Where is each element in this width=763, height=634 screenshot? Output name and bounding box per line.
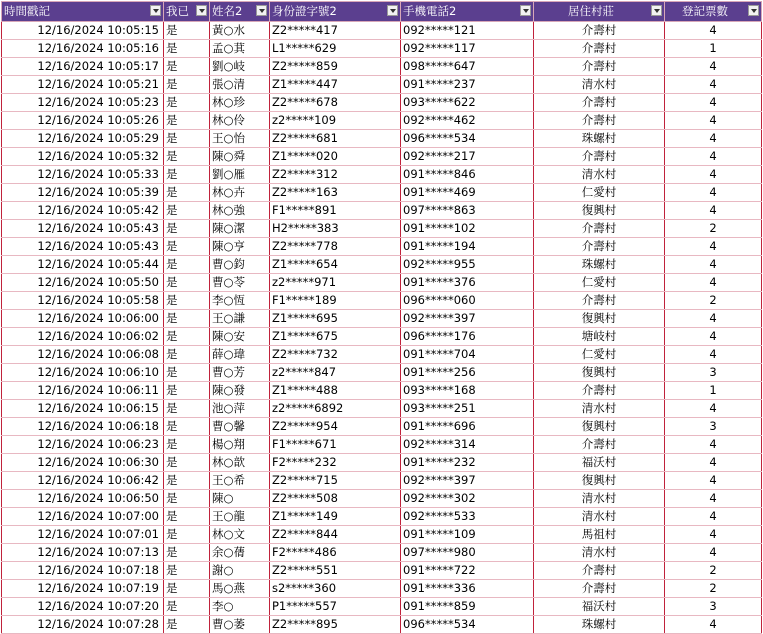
cell-id-number[interactable]: Z2*****859 xyxy=(270,58,401,76)
cell-confirmed[interactable]: 是 xyxy=(164,220,210,238)
cell-timestamp[interactable]: 12/16/2024 10:05:17 xyxy=(2,58,164,76)
table-row xyxy=(2,508,762,526)
cell-votes[interactable]: 4 xyxy=(665,184,762,202)
table-body xyxy=(2,22,762,634)
cell-name[interactable]: 李○ xyxy=(210,598,270,616)
cell-mobile[interactable]: 093*****251 xyxy=(401,400,534,418)
cell-village[interactable]: 介壽村 xyxy=(534,40,665,58)
cell-village[interactable]: 清水村 xyxy=(534,490,665,508)
cell-timestamp[interactable]: 12/16/2024 10:05:26 xyxy=(2,112,164,130)
cell-timestamp[interactable]: 12/16/2024 10:06:11 xyxy=(2,382,164,400)
cell-confirmed[interactable]: 是 xyxy=(164,508,210,526)
cell-village[interactable]: 介壽村 xyxy=(534,220,665,238)
cell-votes[interactable]: 4 xyxy=(665,22,762,40)
cell-mobile[interactable]: 097*****863 xyxy=(401,202,534,220)
cell-timestamp[interactable]: 12/16/2024 10:05:29 xyxy=(2,130,164,148)
cell-timestamp[interactable]: 12/16/2024 10:05:15 xyxy=(2,22,164,40)
column-header-mobile[interactable] xyxy=(401,2,534,22)
cell-confirmed[interactable]: 是 xyxy=(164,76,210,94)
cell-name[interactable]: 曹○芳 xyxy=(210,364,270,382)
cell-timestamp[interactable]: 12/16/2024 10:05:50 xyxy=(2,274,164,292)
cell-confirmed[interactable]: 是 xyxy=(164,616,210,634)
cell-mobile[interactable]: 093*****622 xyxy=(401,94,534,112)
cell-village[interactable]: 清水村 xyxy=(534,76,665,94)
cell-timestamp[interactable]: 12/16/2024 10:05:43 xyxy=(2,238,164,256)
cell-name[interactable]: 楊○翔 xyxy=(210,436,270,454)
cell-timestamp[interactable]: 12/16/2024 10:07:00 xyxy=(2,508,164,526)
cell-name[interactable]: 陳○ xyxy=(210,490,270,508)
table-row xyxy=(2,130,762,148)
cell-village[interactable]: 介壽村 xyxy=(534,292,665,310)
cell-village[interactable]: 介壽村 xyxy=(534,580,665,598)
table-row xyxy=(2,58,762,76)
cell-timestamp[interactable]: 12/16/2024 10:05:16 xyxy=(2,40,164,58)
table-row xyxy=(2,328,762,346)
cell-votes[interactable]: 4 xyxy=(665,76,762,94)
cell-id-number[interactable]: Z2*****954 xyxy=(270,418,401,436)
column-header-label: 居住村莊 xyxy=(568,4,614,18)
table-row xyxy=(2,310,762,328)
cell-name[interactable]: 林○文 xyxy=(210,526,270,544)
cell-mobile[interactable]: 092*****117 xyxy=(401,40,534,58)
filter-dropdown-icon[interactable] xyxy=(387,5,398,16)
cell-name[interactable]: 林○強 xyxy=(210,202,270,220)
cell-timestamp[interactable]: 12/16/2024 10:06:30 xyxy=(2,454,164,472)
table-row xyxy=(2,400,762,418)
cell-confirmed[interactable]: 是 xyxy=(164,346,210,364)
cell-votes[interactable]: 1 xyxy=(665,382,762,400)
cell-timestamp[interactable]: 12/16/2024 10:05:21 xyxy=(2,76,164,94)
cell-mobile[interactable]: 096*****534 xyxy=(401,130,534,148)
cell-confirmed[interactable]: 是 xyxy=(164,94,210,112)
cell-mobile[interactable]: 091*****704 xyxy=(401,346,534,364)
cell-confirmed[interactable]: 是 xyxy=(164,40,210,58)
table-row xyxy=(2,40,762,58)
cell-id-number[interactable]: Z1*****149 xyxy=(270,508,401,526)
cell-timestamp[interactable]: 12/16/2024 10:06:00 xyxy=(2,310,164,328)
cell-confirmed[interactable]: 是 xyxy=(164,562,210,580)
cell-votes[interactable]: 4 xyxy=(665,310,762,328)
cell-name[interactable]: 林○歆 xyxy=(210,454,270,472)
cell-votes[interactable]: 4 xyxy=(665,166,762,184)
cell-votes[interactable]: 4 xyxy=(665,616,762,634)
cell-timestamp[interactable]: 12/16/2024 10:06:42 xyxy=(2,472,164,490)
cell-votes[interactable]: 3 xyxy=(665,364,762,382)
cell-confirmed[interactable]: 是 xyxy=(164,490,210,508)
table-row xyxy=(2,112,762,130)
cell-timestamp[interactable]: 12/16/2024 10:06:50 xyxy=(2,490,164,508)
cell-confirmed[interactable]: 是 xyxy=(164,166,210,184)
cell-id-number[interactable]: Z2*****163 xyxy=(270,184,401,202)
cell-mobile[interactable]: 092*****217 xyxy=(401,148,534,166)
column-header-label: 姓名2 xyxy=(212,4,243,18)
cell-confirmed[interactable]: 是 xyxy=(164,112,210,130)
cell-name[interactable]: 王○謙 xyxy=(210,310,270,328)
cell-votes[interactable]: 4 xyxy=(665,112,762,130)
filter-dropdown-icon[interactable] xyxy=(748,5,759,16)
cell-timestamp[interactable]: 12/16/2024 10:07:13 xyxy=(2,544,164,562)
cell-village[interactable]: 仁愛村 xyxy=(534,274,665,292)
cell-confirmed[interactable]: 是 xyxy=(164,238,210,256)
cell-confirmed[interactable]: 是 xyxy=(164,472,210,490)
cell-mobile[interactable]: 093*****168 xyxy=(401,382,534,400)
cell-id-number[interactable]: z2*****971 xyxy=(270,274,401,292)
cell-timestamp[interactable]: 12/16/2024 10:06:18 xyxy=(2,418,164,436)
cell-confirmed[interactable]: 是 xyxy=(164,184,210,202)
filter-dropdown-icon[interactable] xyxy=(520,5,531,16)
cell-mobile[interactable]: 092*****397 xyxy=(401,310,534,328)
cell-timestamp[interactable]: 12/16/2024 10:06:15 xyxy=(2,400,164,418)
cell-timestamp[interactable]: 12/16/2024 10:07:28 xyxy=(2,616,164,634)
cell-timestamp[interactable]: 12/16/2024 10:06:08 xyxy=(2,346,164,364)
cell-timestamp[interactable]: 12/16/2024 10:05:32 xyxy=(2,148,164,166)
cell-mobile[interactable]: 091*****102 xyxy=(401,220,534,238)
cell-confirmed[interactable]: 是 xyxy=(164,310,210,328)
cell-votes[interactable]: 4 xyxy=(665,328,762,346)
cell-mobile[interactable]: 091*****237 xyxy=(401,76,534,94)
cell-id-number[interactable]: P1*****557 xyxy=(270,598,401,616)
table-row xyxy=(2,238,762,256)
cell-votes[interactable]: 4 xyxy=(665,454,762,472)
cell-mobile[interactable]: 097*****980 xyxy=(401,544,534,562)
cell-village[interactable]: 珠螺村 xyxy=(534,130,665,148)
column-header-label: 時間戳記 xyxy=(4,4,50,18)
cell-confirmed[interactable]: 是 xyxy=(164,598,210,616)
table-row xyxy=(2,256,762,274)
cell-confirmed[interactable]: 是 xyxy=(164,130,210,148)
cell-id-number[interactable]: F1*****189 xyxy=(270,292,401,310)
cell-name[interactable]: 陳○發 xyxy=(210,382,270,400)
cell-name[interactable]: 池○萍 xyxy=(210,400,270,418)
cell-id-number[interactable]: Z2*****508 xyxy=(270,490,401,508)
cell-votes[interactable]: 4 xyxy=(665,472,762,490)
cell-votes[interactable]: 4 xyxy=(665,400,762,418)
table-row xyxy=(2,436,762,454)
cell-name[interactable]: 曹○萎 xyxy=(210,616,270,634)
cell-village[interactable]: 珠螺村 xyxy=(534,256,665,274)
cell-id-number[interactable]: z2*****109 xyxy=(270,112,401,130)
cell-name[interactable]: 林○卉 xyxy=(210,184,270,202)
column-header-label: 我已 xyxy=(166,4,189,18)
cell-timestamp[interactable]: 12/16/2024 10:06:10 xyxy=(2,364,164,382)
table-row xyxy=(2,166,762,184)
cell-id-number[interactable]: Z2*****732 xyxy=(270,346,401,364)
cell-votes[interactable]: 2 xyxy=(665,220,762,238)
cell-timestamp[interactable]: 12/16/2024 10:07:20 xyxy=(2,598,164,616)
cell-confirmed[interactable]: 是 xyxy=(164,274,210,292)
cell-id-number[interactable]: Z2*****895 xyxy=(270,616,401,634)
cell-village[interactable]: 福沃村 xyxy=(534,454,665,472)
table-row xyxy=(2,22,762,40)
column-header-village[interactable] xyxy=(534,2,665,22)
cell-village[interactable]: 復興村 xyxy=(534,418,665,436)
cell-mobile[interactable]: 092*****121 xyxy=(401,22,534,40)
cell-confirmed[interactable]: 是 xyxy=(164,544,210,562)
cell-mobile[interactable]: 096*****060 xyxy=(401,292,534,310)
cell-village[interactable]: 福沃村 xyxy=(534,598,665,616)
column-header-label: 登記票數 xyxy=(682,4,728,18)
cell-timestamp[interactable]: 12/16/2024 10:05:39 xyxy=(2,184,164,202)
table-row xyxy=(2,292,762,310)
cell-name[interactable]: 陳○舜 xyxy=(210,148,270,166)
cell-votes[interactable]: 4 xyxy=(665,436,762,454)
cell-mobile[interactable]: 096*****534 xyxy=(401,616,534,634)
cell-mobile[interactable]: 091*****109 xyxy=(401,526,534,544)
cell-confirmed[interactable]: 是 xyxy=(164,58,210,76)
filter-dropdown-icon[interactable] xyxy=(651,5,662,16)
data-table xyxy=(1,1,762,634)
table-row xyxy=(2,580,762,598)
cell-name[interactable]: 王○希 xyxy=(210,472,270,490)
cell-name[interactable]: 張○清 xyxy=(210,76,270,94)
header-row xyxy=(2,2,762,22)
cell-village[interactable]: 介壽村 xyxy=(534,58,665,76)
cell-confirmed[interactable]: 是 xyxy=(164,292,210,310)
cell-votes[interactable]: 4 xyxy=(665,148,762,166)
table-row xyxy=(2,418,762,436)
table-row xyxy=(2,220,762,238)
cell-name[interactable]: 馬○燕 xyxy=(210,580,270,598)
table-row xyxy=(2,76,762,94)
cell-confirmed[interactable]: 是 xyxy=(164,382,210,400)
cell-village[interactable]: 仁愛村 xyxy=(534,184,665,202)
cell-village[interactable]: 介壽村 xyxy=(534,382,665,400)
cell-votes[interactable]: 4 xyxy=(665,256,762,274)
cell-votes[interactable]: 3 xyxy=(665,598,762,616)
cell-id-number[interactable]: Z1*****447 xyxy=(270,76,401,94)
cell-votes[interactable]: 4 xyxy=(665,526,762,544)
cell-name[interactable]: 余○蒨 xyxy=(210,544,270,562)
table-row xyxy=(2,274,762,292)
cell-confirmed[interactable]: 是 xyxy=(164,436,210,454)
cell-name[interactable]: 王○怡 xyxy=(210,130,270,148)
cell-village[interactable]: 介壽村 xyxy=(534,436,665,454)
cell-name[interactable]: 曹○馨 xyxy=(210,418,270,436)
filter-dropdown-icon[interactable] xyxy=(196,5,207,16)
cell-votes[interactable]: 4 xyxy=(665,238,762,256)
cell-village[interactable]: 珠螺村 xyxy=(534,616,665,634)
cell-village[interactable]: 復興村 xyxy=(534,310,665,328)
cell-id-number[interactable]: Z2*****551 xyxy=(270,562,401,580)
cell-timestamp[interactable]: 12/16/2024 10:05:58 xyxy=(2,292,164,310)
cell-name[interactable]: 孟○萁 xyxy=(210,40,270,58)
cell-votes[interactable]: 2 xyxy=(665,580,762,598)
cell-votes[interactable]: 4 xyxy=(665,508,762,526)
cell-timestamp[interactable]: 12/16/2024 10:07:19 xyxy=(2,580,164,598)
cell-confirmed[interactable]: 是 xyxy=(164,256,210,274)
sort-filter-icon[interactable] xyxy=(150,5,161,16)
table-row xyxy=(2,490,762,508)
cell-village[interactable]: 介壽村 xyxy=(534,94,665,112)
cell-confirmed[interactable]: 是 xyxy=(164,418,210,436)
cell-votes[interactable]: 4 xyxy=(665,94,762,112)
cell-votes[interactable]: 4 xyxy=(665,202,762,220)
cell-votes[interactable]: 1 xyxy=(665,40,762,58)
cell-id-number[interactable]: z2*****6892 xyxy=(270,400,401,418)
cell-mobile[interactable]: 092*****533 xyxy=(401,508,534,526)
cell-id-number[interactable]: Z1*****488 xyxy=(270,382,401,400)
table-row xyxy=(2,202,762,220)
cell-village[interactable]: 清水村 xyxy=(534,544,665,562)
cell-mobile[interactable]: 092*****955 xyxy=(401,256,534,274)
cell-confirmed[interactable]: 是 xyxy=(164,364,210,382)
cell-timestamp[interactable]: 12/16/2024 10:05:23 xyxy=(2,94,164,112)
cell-village[interactable]: 仁愛村 xyxy=(534,346,665,364)
cell-votes[interactable]: 4 xyxy=(665,346,762,364)
cell-id-number[interactable]: Z1*****675 xyxy=(270,328,401,346)
cell-name[interactable]: 林○珍 xyxy=(210,94,270,112)
cell-village[interactable]: 介壽村 xyxy=(534,112,665,130)
cell-timestamp[interactable]: 12/16/2024 10:05:33 xyxy=(2,166,164,184)
cell-id-number[interactable]: Z2*****715 xyxy=(270,472,401,490)
cell-mobile[interactable]: 098*****647 xyxy=(401,58,534,76)
table-row xyxy=(2,562,762,580)
spreadsheet-table-container xyxy=(1,1,761,634)
cell-mobile[interactable]: 091*****846 xyxy=(401,166,534,184)
cell-mobile[interactable]: 091*****376 xyxy=(401,274,534,292)
cell-name[interactable]: 曹○苓 xyxy=(210,274,270,292)
filter-dropdown-icon[interactable] xyxy=(256,5,267,16)
cell-id-number[interactable]: Z2*****678 xyxy=(270,94,401,112)
cell-confirmed[interactable]: 是 xyxy=(164,400,210,418)
cell-village[interactable]: 復興村 xyxy=(534,364,665,382)
cell-village[interactable]: 介壽村 xyxy=(534,238,665,256)
cell-confirmed[interactable]: 是 xyxy=(164,580,210,598)
cell-timestamp[interactable]: 12/16/2024 10:05:44 xyxy=(2,256,164,274)
cell-mobile[interactable]: 091*****194 xyxy=(401,238,534,256)
cell-id-number[interactable]: F2*****486 xyxy=(270,544,401,562)
cell-id-number[interactable]: Z1*****654 xyxy=(270,256,401,274)
column-header-timestamp[interactable] xyxy=(2,2,164,22)
cell-name[interactable]: 王○龍 xyxy=(210,508,270,526)
cell-id-number[interactable]: L1*****629 xyxy=(270,40,401,58)
cell-mobile[interactable]: 092*****462 xyxy=(401,112,534,130)
cell-name[interactable]: 劉○岐 xyxy=(210,58,270,76)
cell-confirmed[interactable]: 是 xyxy=(164,526,210,544)
cell-mobile[interactable]: 091*****336 xyxy=(401,580,534,598)
cell-confirmed[interactable]: 是 xyxy=(164,22,210,40)
cell-mobile[interactable]: 092*****397 xyxy=(401,472,534,490)
cell-votes[interactable]: 4 xyxy=(665,130,762,148)
cell-mobile[interactable]: 096*****176 xyxy=(401,328,534,346)
table-row xyxy=(2,364,762,382)
cell-id-number[interactable]: F1*****671 xyxy=(270,436,401,454)
cell-confirmed[interactable]: 是 xyxy=(164,202,210,220)
column-header-label: 手機電話2 xyxy=(403,4,457,18)
cell-votes[interactable]: 2 xyxy=(665,292,762,310)
cell-village[interactable]: 清水村 xyxy=(534,166,665,184)
cell-mobile[interactable]: 092*****302 xyxy=(401,490,534,508)
cell-votes[interactable]: 4 xyxy=(665,544,762,562)
cell-name[interactable]: 薛○瑋 xyxy=(210,346,270,364)
cell-name[interactable]: 劉○雁 xyxy=(210,166,270,184)
table-row xyxy=(2,346,762,364)
cell-votes[interactable]: 3 xyxy=(665,418,762,436)
table-row xyxy=(2,148,762,166)
column-header-label: 身份證字號2 xyxy=(272,4,337,18)
cell-village[interactable]: 清水村 xyxy=(534,508,665,526)
table-row xyxy=(2,526,762,544)
cell-timestamp[interactable]: 12/16/2024 10:06:23 xyxy=(2,436,164,454)
cell-votes[interactable]: 4 xyxy=(665,490,762,508)
cell-name[interactable]: 陳○安 xyxy=(210,328,270,346)
cell-mobile[interactable]: 091*****232 xyxy=(401,454,534,472)
cell-id-number[interactable]: Z1*****020 xyxy=(270,148,401,166)
cell-name[interactable]: 謝○ xyxy=(210,562,270,580)
cell-votes[interactable]: 2 xyxy=(665,562,762,580)
column-header-id-number[interactable] xyxy=(270,2,401,22)
cell-votes[interactable]: 4 xyxy=(665,274,762,292)
cell-mobile[interactable]: 091*****696 xyxy=(401,418,534,436)
cell-id-number[interactable]: Z2*****417 xyxy=(270,22,401,40)
table-row xyxy=(2,544,762,562)
cell-village[interactable]: 馬祖村 xyxy=(534,526,665,544)
cell-name[interactable]: 黃○水 xyxy=(210,22,270,40)
cell-timestamp[interactable]: 12/16/2024 10:05:42 xyxy=(2,202,164,220)
table-row xyxy=(2,616,762,634)
cell-mobile[interactable]: 091*****469 xyxy=(401,184,534,202)
cell-timestamp[interactable]: 12/16/2024 10:05:43 xyxy=(2,220,164,238)
cell-name[interactable]: 林○伶 xyxy=(210,112,270,130)
cell-confirmed[interactable]: 是 xyxy=(164,454,210,472)
column-header-name[interactable] xyxy=(210,2,270,22)
cell-id-number[interactable]: Z2*****312 xyxy=(270,166,401,184)
cell-village[interactable]: 復興村 xyxy=(534,472,665,490)
cell-confirmed[interactable]: 是 xyxy=(164,328,210,346)
cell-id-number[interactable]: Z2*****681 xyxy=(270,130,401,148)
cell-timestamp[interactable]: 12/16/2024 10:07:18 xyxy=(2,562,164,580)
table-row xyxy=(2,94,762,112)
cell-village[interactable]: 介壽村 xyxy=(534,22,665,40)
cell-village[interactable]: 清水村 xyxy=(534,400,665,418)
table-row xyxy=(2,184,762,202)
cell-mobile[interactable]: 091*****256 xyxy=(401,364,534,382)
cell-village[interactable]: 介壽村 xyxy=(534,148,665,166)
cell-id-number[interactable]: s2*****360 xyxy=(270,580,401,598)
cell-id-number[interactable]: Z2*****844 xyxy=(270,526,401,544)
cell-village[interactable]: 介壽村 xyxy=(534,562,665,580)
cell-name[interactable]: 李○恆 xyxy=(210,292,270,310)
cell-name[interactable]: 曹○鈞 xyxy=(210,256,270,274)
table-row xyxy=(2,382,762,400)
table-row xyxy=(2,454,762,472)
cell-name[interactable]: 陳○亨 xyxy=(210,238,270,256)
column-header-votes[interactable] xyxy=(665,2,762,22)
cell-village[interactable]: 塘岐村 xyxy=(534,328,665,346)
cell-id-number[interactable]: H2*****383 xyxy=(270,220,401,238)
cell-timestamp[interactable]: 12/16/2024 10:06:02 xyxy=(2,328,164,346)
cell-mobile[interactable]: 092*****314 xyxy=(401,436,534,454)
cell-id-number[interactable]: F1*****891 xyxy=(270,202,401,220)
cell-id-number[interactable]: F2*****232 xyxy=(270,454,401,472)
cell-votes[interactable]: 4 xyxy=(665,58,762,76)
column-header-confirmed[interactable] xyxy=(164,2,210,22)
cell-name[interactable]: 陳○潔 xyxy=(210,220,270,238)
cell-id-number[interactable]: Z1*****695 xyxy=(270,310,401,328)
table-row xyxy=(2,598,762,616)
cell-id-number[interactable]: z2*****847 xyxy=(270,364,401,382)
cell-mobile[interactable]: 091*****722 xyxy=(401,562,534,580)
cell-confirmed[interactable]: 是 xyxy=(164,148,210,166)
cell-mobile[interactable]: 091*****859 xyxy=(401,598,534,616)
cell-id-number[interactable]: Z2*****778 xyxy=(270,238,401,256)
cell-village[interactable]: 復興村 xyxy=(534,202,665,220)
table-row xyxy=(2,472,762,490)
cell-timestamp[interactable]: 12/16/2024 10:07:01 xyxy=(2,526,164,544)
